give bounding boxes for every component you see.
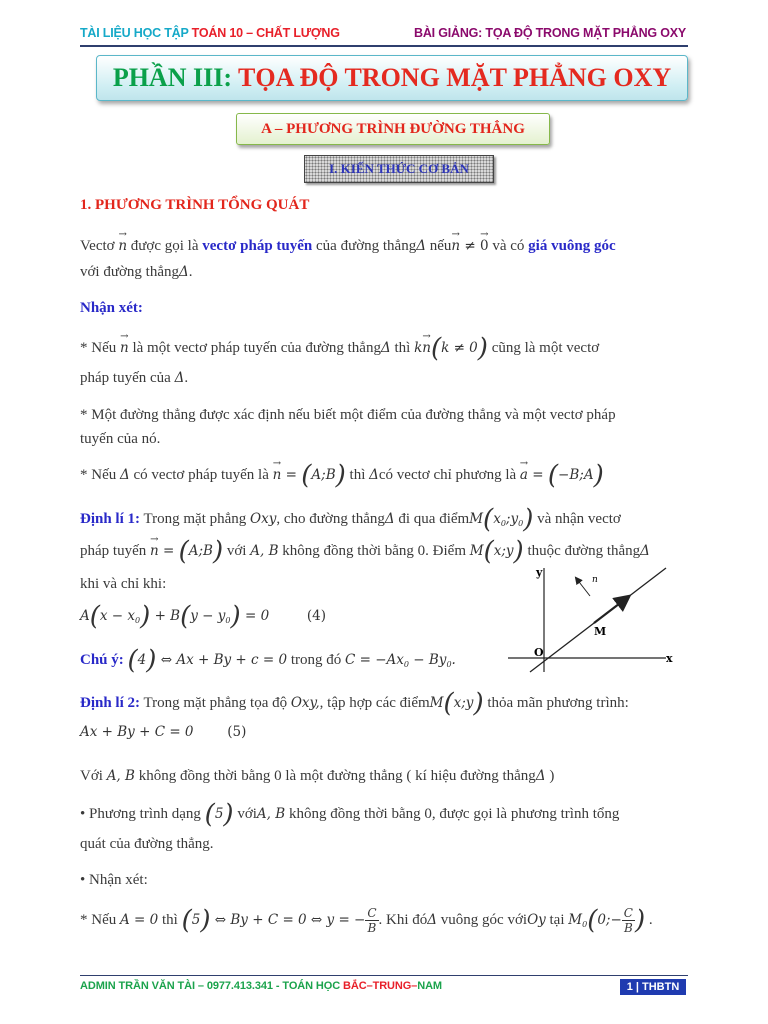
p2-text-1: * Nếu — [80, 340, 120, 356]
p1-text-1: Vectơ — [80, 238, 119, 254]
p1-text-3: của đường thẳng — [312, 238, 417, 254]
p4-text-1: * Nếu — [80, 467, 120, 483]
p5-text-3: ) — [545, 768, 555, 784]
section-box: I. KIẾN THỨC CƠ BẢN — [304, 155, 494, 183]
p5-text-2: không đồng thời bằng 0 là một đường thẳng ( kí hiệu đường thẳng — [134, 768, 536, 784]
p2-line2: pháp tuyến của — [80, 370, 175, 386]
p1-text-2: được gọi là — [130, 238, 203, 254]
title-main: TỌA ĐỘ TRONG MẶT PHẲNG OXY — [238, 63, 672, 92]
header-right: BÀI GIẢNG: TỌA ĐỘ TRONG MẶT PHẲNG OXY — [414, 26, 686, 40]
theorem-1-text-1: Trong mặt phẳng — [140, 511, 251, 527]
paragraph-remark-2-line2: tuyến của nó. — [80, 431, 161, 447]
note-label: Chú ý: — [80, 652, 128, 668]
remark-heading: Nhận xét: — [80, 300, 143, 316]
note: Chú ý: (4) ⇔ Ax + By + c = 0 trong đó $C = -Ax_0 - By_0$. — [80, 645, 456, 676]
p8-text-2: thì — [158, 911, 182, 928]
p8-text-1: * Nếu — [80, 911, 120, 928]
theorem-2-text-2: , tập hợp các điểm — [319, 695, 430, 711]
equation-4-label: (4) — [306, 608, 327, 624]
p4-text-3: thì — [345, 467, 370, 483]
paragraph-normal-vector: Vectơ → n được gọi là vectơ pháp tuyến của đường thẳngΔ nếu→ n ≠ → 0 và có giá vuông góc — [80, 236, 616, 256]
theorem-1-l2d: thuộc đường thẳng — [523, 543, 641, 559]
footer-left-1: ADMIN TRẦN VĂN TÀI – 0977.413.341 - TOÁN HỌC — [80, 980, 344, 992]
origin-label: O — [534, 646, 544, 659]
equation-5: Ax + By + C = 0 (5) — [80, 724, 247, 740]
theorem-2-label: Định lí 2: — [80, 695, 141, 711]
paragraph-general-form: • Phương trình dạng (5) vớiA, B không đồng thời bằng 0, được gọi là phương trình tổng — [80, 799, 620, 830]
p1-text-4: nếu — [425, 238, 452, 254]
header-left-part2: TOÁN 10 – CHẤT LƯỢNG — [191, 26, 340, 40]
p8-text-4: vuông góc với — [437, 911, 528, 928]
p1-text-5: và có — [488, 238, 529, 254]
paragraph-case-a-zero: * Nếu A = 0 thì (5) ⇔ By + C = 0 ⇔ y = − $\frac{C}{B}$. Khi đóΔ vuông góc vớiOy tại $M_0(0;-$ $\frac{C}{B}$) . — [80, 905, 653, 936]
p6-text-2: với — [233, 806, 257, 822]
p6-text-3: không đồng thời bằng 0, được gọi là phương trình tổng — [285, 806, 620, 822]
theorem-2: Định lí 2: Trong mặt phẳng tọa độ Oxy,, tập hợp các điểmM(x;y) thỏa mãn phương trình: — [80, 688, 629, 719]
theorem-1-text-3: đi qua điểm — [394, 511, 470, 527]
coordinate-figure — [498, 560, 688, 675]
p6-text-1: • Phương trình dạng — [80, 806, 205, 822]
paragraph-remark-1-line2: pháp tuyến của Δ. — [80, 370, 189, 386]
equation-4: $A(x - x_0) + B(y - y_0) = 0$ (4) — [80, 601, 327, 632]
normal-n-label: n — [592, 575, 598, 585]
theorem-1-line3: khi và chỉ khi: — [80, 576, 167, 592]
footer-left-2: BẮC–TRUNG– — [343, 980, 418, 992]
remark-bullet: • Nhận xét: — [80, 872, 148, 888]
header-divider — [80, 45, 688, 47]
point-m-label: M — [594, 625, 607, 638]
paragraph-remark-1: * Nếu → n là một vectơ pháp tuyến của đường thẳngΔ thì k→ n(k ≠ 0) cũng là một vectơ — [80, 338, 599, 359]
page-number-badge: 1 | THBTN — [620, 979, 686, 995]
normal-vector-arrow — [576, 578, 590, 596]
p1-bold-1: vectơ pháp tuyến — [202, 238, 313, 254]
p4-text-2: có vectơ pháp tuyến là — [129, 467, 273, 483]
p8-text-5: tại — [545, 911, 569, 928]
p8-text-3: . Khi đó — [378, 911, 428, 928]
heading-general-equation: 1. PHƯƠNG TRÌNH TỔNG QUÁT — [80, 197, 310, 213]
paragraph-general-form-line2: quát của đường thẳng. — [80, 836, 214, 852]
p2-text-2: là một vectơ pháp tuyến của đường thẳng — [128, 340, 381, 356]
theorem-1-l2c: không đồng thời bằng 0. Điểm — [278, 543, 470, 559]
fraction-c-over-b-2: $\frac{C}{B}$ — [623, 906, 633, 935]
p1-bold-2: giá vuông góc — [528, 238, 616, 254]
y-label: y — [536, 566, 543, 579]
footer-divider — [80, 975, 688, 976]
p4-text-4: có vectơ chỉ phương là — [378, 467, 520, 483]
theorem-1-l2b: với — [223, 543, 251, 559]
theorem-1-l2a: pháp tuyến — [80, 543, 150, 559]
header-left — [80, 26, 340, 40]
title-prefix: PHẦN III: — [112, 63, 239, 92]
theorem-1: Định lí 1: Trong mặt phẳng Oxy, cho đường thẳngΔ đi qua $điểmM(x_0;y_0)$ và nhận vectơ — [80, 504, 621, 535]
theorem-1-line2: pháp tuyến → n = (A;B) với A, B không đồng thời bằng 0. Điểm M(x;y) thuộc đường thẳngΔ — [80, 541, 650, 562]
x-label: x — [666, 652, 673, 665]
page-title — [96, 55, 688, 101]
paragraph-normal-vector-line2: với đường thẳngΔ. — [80, 264, 193, 280]
theorem-2-text-3: thỏa mãn phương trình: — [483, 695, 629, 711]
footer-left-3: NAM — [417, 980, 442, 992]
equation-5-label: (5) — [227, 724, 247, 740]
header-left-part1: TÀI LIỆU HỌC TẬP — [80, 26, 189, 40]
p1-line2: với đường thẳng — [80, 264, 179, 280]
p2-text-3: thì — [390, 340, 415, 356]
paragraph-remark-3: * Nếu Δ có vectơ pháp tuyến là → n = (A;B) thì Δcó vectơ chỉ phương là → a = (−B;A) — [80, 465, 604, 486]
note-text: trong đó — [287, 652, 345, 668]
paragraph-remark-2: * Một đường thẳng được xác định nếu biết một điểm của đường thẳng và một vectơ pháp — [80, 407, 616, 423]
footer-left — [80, 980, 442, 992]
theorem-1-label: Định lí 1: — [80, 511, 141, 527]
theorem-1-text-2: , cho đường thẳng — [276, 511, 385, 527]
direction-vector — [594, 597, 628, 623]
p2-text-4: cũng là một vectơ — [487, 340, 600, 356]
vector-n: → n — [118, 236, 127, 256]
theorem-2-text-1: Trong mặt phẳng tọa độ — [140, 695, 291, 711]
fraction-c-over-b: $\frac{C}{B}$ — [367, 906, 377, 935]
theorem-1-text-4: và nhận vectơ — [533, 511, 621, 527]
p5-text-1: Với — [80, 768, 107, 784]
subtitle-box: A – PHƯƠNG TRÌNH ĐƯỜNG THẲNG — [236, 113, 550, 145]
paragraph-line-definition: Với A, B không đồng thời bằng 0 là một đường thẳng ( kí hiệu đường thẳngΔ ) — [80, 768, 555, 784]
